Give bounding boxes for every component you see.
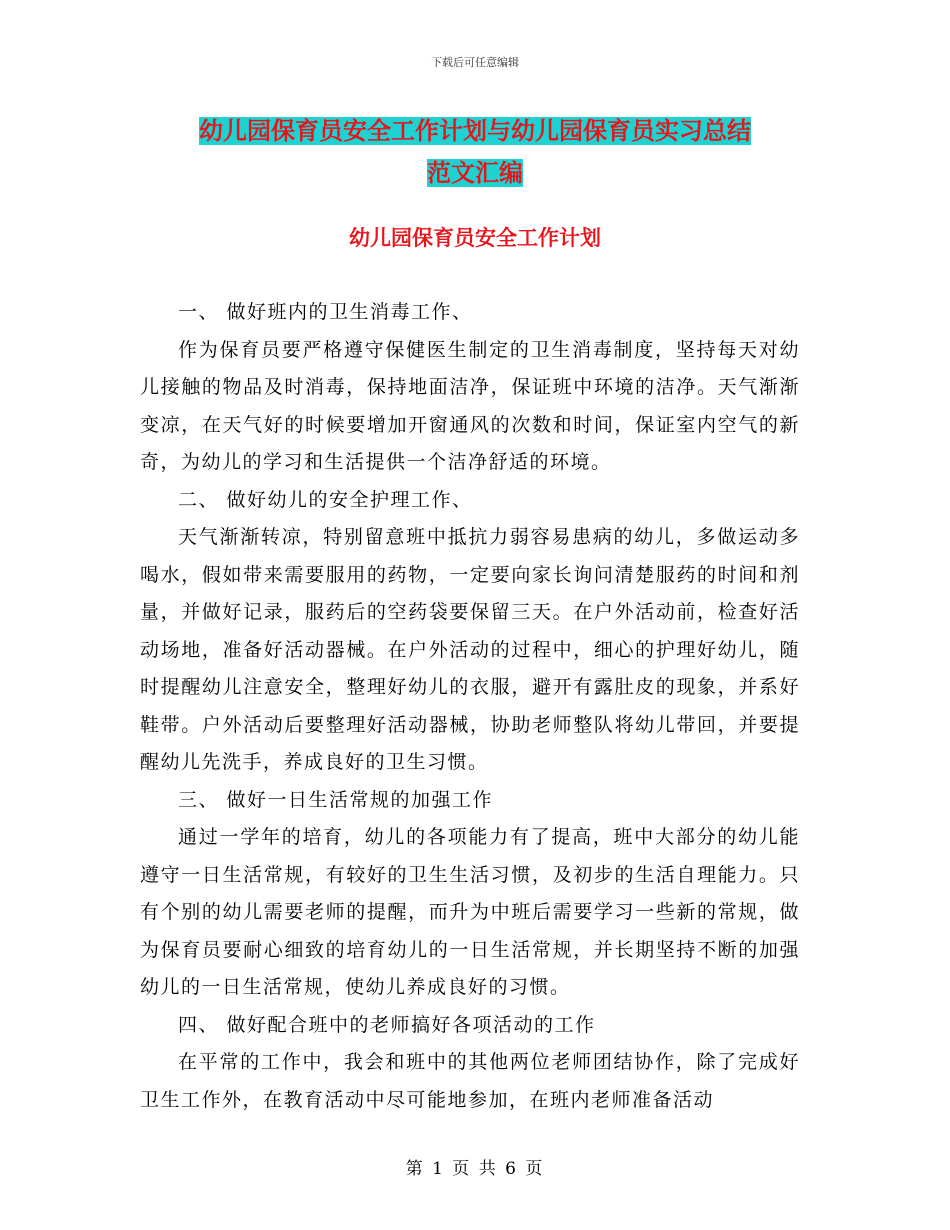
heading-3: 三、 做好一日生活常规的加强工作 [178,788,494,811]
header-note: 下载后可任意编辑 [431,56,519,69]
paragraph-3: 通过一学年的培育，幼儿的各项能力有了提高，班中大部分的幼儿能遵守一日生活常规，有较好的卫生生活习惯，及初步的生活自理能力。只有个别的幼儿需要老师的提醒，而升为中班后需要学习一些新的常规，做为保育员要耐心细致的培育幼儿的一日生活常规，并长期坚持不断的加强幼儿的一日生活常规，使幼儿养成良好的习惯。 [140,826,800,998]
page-footer: 第 1 页 共 6 页 [405,1159,545,1179]
paragraph-1: 作为保育员要严格遵守保健医生制定的卫生消毒制度，坚持每天对幼儿接触的物品及时消毒，保持地面洁净，保证班中环境的洁净。天气渐渐变凉，在天气好的时候要增加开窗通风的次数和时间，保证室内空气的新奇，为幼儿的学习和生活提供一个洁净舒适的环境。 [140,338,800,473]
document-title-line-2: 范文汇编 [427,159,523,187]
paragraph-4: 在平常的工作中，我会和班中的其他两位老师团结协作，除了完成好卫生工作外，在教育活动中尽可能地参加，在班内老师准备活动 [140,1051,800,1111]
heading-1: 一、 做好班内的卫生消毒工作、 [178,301,473,323]
heading-2: 二、 做好幼儿的安全护理工作、 [178,488,473,511]
paragraph-2: 天气渐渐转凉，特别留意班中抵抗力弱容易患病的幼儿，多做运动多喝水，假如带来需要服用的药物，一定要向家长询问清楚服药的时间和剂量，并做好记录，服药后的空药袋要保留三天。在户外活动前，检查好活动场地，准备好活动器械。在户外活动的过程中，细心的护理好幼儿，随时提醒幼儿注意安全，整理好幼儿的衣服，避开有露肚皮的现象，并系好鞋带。户外活动后要整理好活动器械，协助老师整队将幼儿带回，并要提醒幼儿先洗手，养成良好的卫生习惯。 [140,526,800,773]
document-title [140,110,810,194]
section-title: 幼儿园保育员安全工作计划 [349,226,601,250]
document-body [140,294,800,1119]
heading-4: 四、 做好配合班中的老师搞好各项活动的工作 [178,1013,596,1036]
document-title-line-1: 幼儿园保育员安全工作计划与幼儿园保育员实习总结 [199,117,751,145]
